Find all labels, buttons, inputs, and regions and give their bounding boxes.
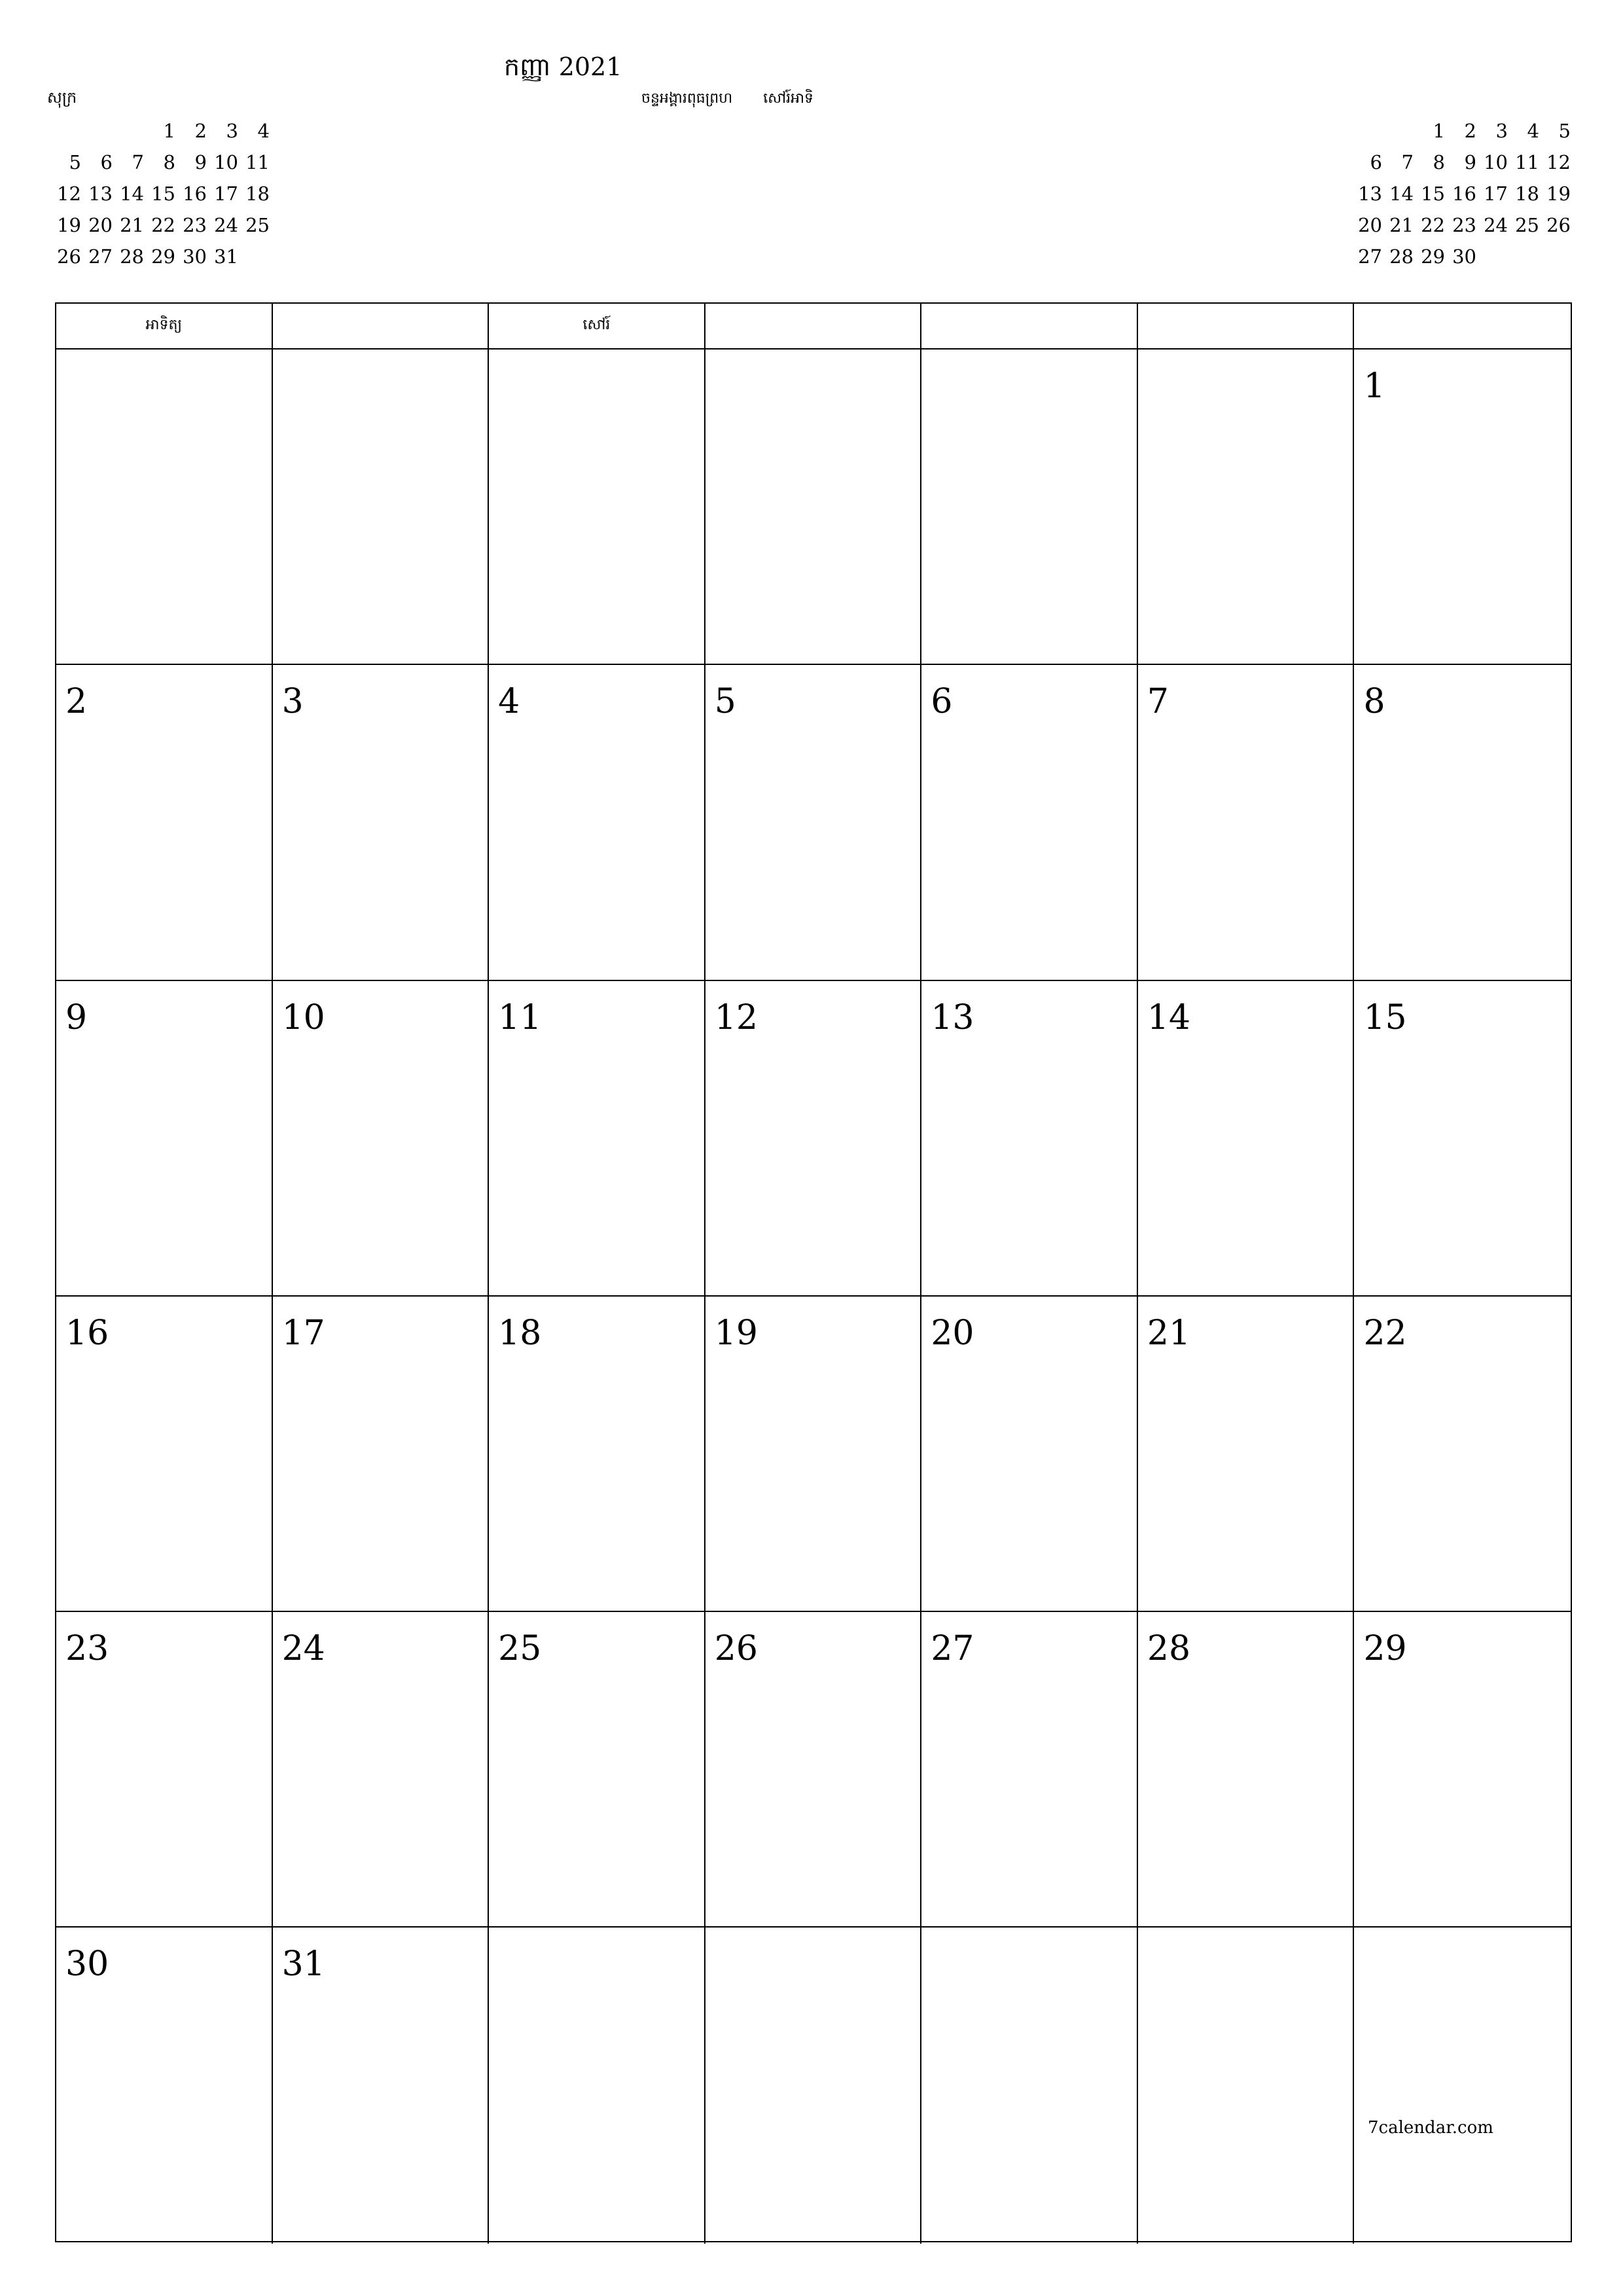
day-cell[interactable] <box>921 1297 1138 1611</box>
day-cell[interactable] <box>705 1297 922 1611</box>
mini-calendar-day: 30 <box>1452 245 1476 268</box>
mini-calendar-day: 15 <box>151 183 175 205</box>
mini-calendar-day <box>1351 115 1382 147</box>
day-number: 11 <box>498 997 542 1037</box>
day-cell[interactable] <box>921 350 1138 664</box>
mini-calendar-day: 12 <box>1546 151 1571 173</box>
day-cell[interactable] <box>56 1928 273 2243</box>
day-cell[interactable] <box>273 1297 490 1611</box>
day-number: 24 <box>281 1629 325 1669</box>
day-number: 27 <box>931 1629 974 1669</box>
day-number: 30 <box>65 1945 109 1984</box>
day-number: 29 <box>1363 1629 1407 1669</box>
weekday-header: សៅរ៍ <box>489 304 705 348</box>
mini-calendar-day: 11 <box>1515 151 1539 173</box>
day-number: 18 <box>498 1313 542 1353</box>
mini-calendar-day: 21 <box>120 214 144 236</box>
day-number: 16 <box>65 1313 109 1353</box>
mini-calendar-day: 25 <box>1515 214 1539 236</box>
day-cell[interactable] <box>705 665 922 979</box>
day-number: 20 <box>931 1313 974 1353</box>
mini-calendar-day: 30 <box>183 245 207 268</box>
day-number: 22 <box>1363 1313 1407 1353</box>
mini-calendar-day: 31 <box>214 245 238 268</box>
mini-calendar-day: 19 <box>57 214 81 236</box>
weekday-names-part-1: ចន្ទអង្គារពុធព្រហ <box>641 90 733 107</box>
mini-calendar-day: 5 <box>1558 120 1571 142</box>
week-row <box>56 1612 1571 1928</box>
week-row <box>56 981 1571 1297</box>
mini-calendar-day <box>50 115 81 147</box>
day-cell[interactable] <box>1138 1928 1355 2243</box>
day-number: 21 <box>1147 1313 1191 1353</box>
mini-calendar-row <box>1351 209 1571 241</box>
mini-calendar-day: 9 <box>194 151 207 173</box>
mini-calendar-day: 19 <box>1546 183 1571 205</box>
day-number: 3 <box>281 682 304 722</box>
mini-calendar-day <box>113 115 144 147</box>
day-number: 12 <box>714 997 758 1037</box>
mini-calendar-day: 18 <box>245 183 270 205</box>
day-cell[interactable] <box>56 665 273 979</box>
day-cell[interactable] <box>1138 981 1355 1295</box>
day-number: 9 <box>65 997 88 1037</box>
day-number: 26 <box>714 1629 758 1669</box>
day-number: 25 <box>498 1629 542 1669</box>
day-number: 8 <box>1363 682 1385 722</box>
day-number: 5 <box>714 682 736 722</box>
mini-calendar-day: 4 <box>257 120 270 142</box>
mini-calendar-day: 6 <box>100 151 113 173</box>
mini-calendar-day: 25 <box>245 214 270 236</box>
month-title: កញ្ញា 2021 <box>504 52 622 81</box>
mini-calendar-day: 1 <box>163 120 175 142</box>
day-number: 6 <box>931 682 953 722</box>
day-number: 1 <box>1363 367 1385 406</box>
day-cell[interactable] <box>489 1928 705 2243</box>
mini-calendar-day: 24 <box>1484 214 1508 236</box>
mini-calendar-row <box>50 209 270 241</box>
mini-calendar-day: 27 <box>1358 245 1382 268</box>
mini-calendar-day: 18 <box>1515 183 1539 205</box>
day-cell[interactable] <box>921 1928 1138 2243</box>
mini-calendar-day: 7 <box>132 151 144 173</box>
footer-link[interactable]: 7calendar.com <box>1368 2118 1493 2138</box>
weekday-header <box>273 304 490 348</box>
day-cell[interactable] <box>489 665 705 979</box>
mini-calendar-day: 24 <box>214 214 238 236</box>
mini-calendar-day: 13 <box>1358 183 1382 205</box>
mini-calendar-day <box>1539 241 1571 272</box>
mini-calendar-day: 20 <box>1358 214 1382 236</box>
mini-calendar-day: 17 <box>1484 183 1508 205</box>
mini-calendar-row <box>50 115 270 147</box>
week-row <box>56 1297 1571 1612</box>
day-cell[interactable] <box>56 350 273 664</box>
month-grid <box>55 302 1572 2242</box>
weekday-names-line <box>641 89 840 110</box>
day-number: 2 <box>65 682 88 722</box>
mini-calendar-day: 26 <box>57 245 81 268</box>
day-number: 19 <box>714 1313 758 1353</box>
day-number: 15 <box>1363 997 1407 1037</box>
weekday-header <box>1138 304 1355 348</box>
mini-calendar-previous <box>50 115 270 272</box>
mini-calendar-row <box>1351 241 1571 272</box>
mini-calendar-day: 17 <box>214 183 238 205</box>
mini-calendar-day: 6 <box>1370 151 1382 173</box>
day-cell[interactable] <box>56 981 273 1295</box>
mini-calendar-day: 29 <box>1421 245 1445 268</box>
day-cell[interactable] <box>705 981 922 1295</box>
day-number: 17 <box>281 1313 325 1353</box>
day-number: 31 <box>281 1945 325 1984</box>
mini-calendar-day: 26 <box>1546 214 1571 236</box>
day-cell[interactable] <box>56 1297 273 1611</box>
mini-calendar-day <box>1382 115 1414 147</box>
mini-calendar-row <box>1351 178 1571 209</box>
day-cell[interactable] <box>273 981 490 1295</box>
day-cell[interactable] <box>489 1297 705 1611</box>
day-number: 13 <box>931 997 974 1037</box>
mini-calendar-day <box>81 115 113 147</box>
weekday-header <box>1354 304 1571 348</box>
day-cell[interactable] <box>921 981 1138 1295</box>
mini-calendar-day: 22 <box>1421 214 1445 236</box>
weekday-header <box>921 304 1138 348</box>
mini-calendar-day: 8 <box>1433 151 1445 173</box>
weekday-header <box>705 304 922 348</box>
day-cell[interactable] <box>921 665 1138 979</box>
mini-calendar-day: 22 <box>151 214 175 236</box>
mini-calendar-day: 5 <box>69 151 81 173</box>
mini-calendar-day: 21 <box>1389 214 1414 236</box>
mini-calendar-day: 23 <box>1452 214 1476 236</box>
mini-calendar-day <box>1508 241 1539 272</box>
mini-calendar-day: 20 <box>88 214 113 236</box>
day-cell[interactable] <box>1354 1928 1571 2243</box>
week-row <box>56 350 1571 665</box>
mini-calendar-day: 8 <box>163 151 175 173</box>
day-number: 10 <box>281 997 325 1037</box>
mini-calendar-day: 28 <box>120 245 144 268</box>
mini-calendar-next <box>1351 115 1571 272</box>
mini-calendar-day: 29 <box>151 245 175 268</box>
mini-calendar-day: 15 <box>1421 183 1445 205</box>
mini-calendar-day: 14 <box>120 183 144 205</box>
mini-calendar-day: 27 <box>88 245 113 268</box>
day-cell[interactable] <box>56 1612 273 1926</box>
mini-calendar-day: 13 <box>88 183 113 205</box>
day-cell[interactable] <box>1354 1612 1571 1926</box>
mini-calendar-day: 3 <box>226 120 238 142</box>
mini-calendar-day: 12 <box>57 183 81 205</box>
weekday-names-part-2: សៅរ៍អាទិ <box>763 90 814 107</box>
mini-calendar-row <box>50 241 270 272</box>
mini-calendar-day: 4 <box>1527 120 1539 142</box>
mini-calendar-row <box>1351 115 1571 147</box>
mini-calendar-row <box>1351 147 1571 178</box>
week-row <box>56 665 1571 980</box>
day-number: 4 <box>498 682 520 722</box>
day-number: 23 <box>65 1629 109 1669</box>
day-cell[interactable] <box>489 1612 705 1926</box>
day-cell[interactable] <box>489 350 705 664</box>
day-cell[interactable] <box>273 1928 490 2243</box>
mini-calendar-day: 2 <box>1464 120 1476 142</box>
mini-calendar-day: 28 <box>1389 245 1414 268</box>
day-cell[interactable] <box>1354 350 1571 664</box>
mini-calendar-row <box>50 147 270 178</box>
mini-calendar-day: 16 <box>1452 183 1476 205</box>
day-number: 14 <box>1147 997 1191 1037</box>
mini-calendar-day: 2 <box>194 120 207 142</box>
mini-calendar-row <box>50 178 270 209</box>
day-cell[interactable] <box>273 665 490 979</box>
mini-calendar-day: 23 <box>183 214 207 236</box>
day-cell[interactable] <box>705 350 922 664</box>
day-cell[interactable] <box>1354 1297 1571 1611</box>
day-cell[interactable] <box>1138 665 1355 979</box>
mini-calendar-label: សុក្រ <box>47 88 77 107</box>
mini-calendar-day: 16 <box>183 183 207 205</box>
week-row <box>56 1928 1571 2243</box>
day-number: 28 <box>1147 1629 1191 1669</box>
day-cell[interactable] <box>273 1612 490 1926</box>
day-cell[interactable] <box>1138 350 1355 664</box>
mini-calendar-day: 1 <box>1433 120 1445 142</box>
day-cell[interactable] <box>1138 1297 1355 1611</box>
day-cell[interactable] <box>273 350 490 664</box>
mini-calendar-day: 7 <box>1401 151 1414 173</box>
mini-calendar-day <box>238 241 270 272</box>
day-cell[interactable] <box>705 1612 922 1926</box>
mini-calendar-day: 14 <box>1389 183 1414 205</box>
day-cell[interactable] <box>1138 1612 1355 1926</box>
day-cell[interactable] <box>1354 981 1571 1295</box>
mini-calendar-day: 10 <box>1484 151 1508 173</box>
mini-calendar-day: 11 <box>245 151 270 173</box>
day-cell[interactable] <box>921 1612 1138 1926</box>
mini-calendar-day: 3 <box>1495 120 1508 142</box>
day-cell[interactable] <box>705 1928 922 2243</box>
day-cell[interactable] <box>1354 665 1571 979</box>
mini-calendar-day: 10 <box>214 151 238 173</box>
day-number: 7 <box>1147 682 1169 722</box>
day-cell[interactable] <box>489 981 705 1295</box>
mini-calendar-day: 9 <box>1464 151 1476 173</box>
weekday-header: អាទិត្យ <box>56 304 273 348</box>
grid-header-row <box>56 304 1571 350</box>
mini-calendar-day <box>1476 241 1508 272</box>
